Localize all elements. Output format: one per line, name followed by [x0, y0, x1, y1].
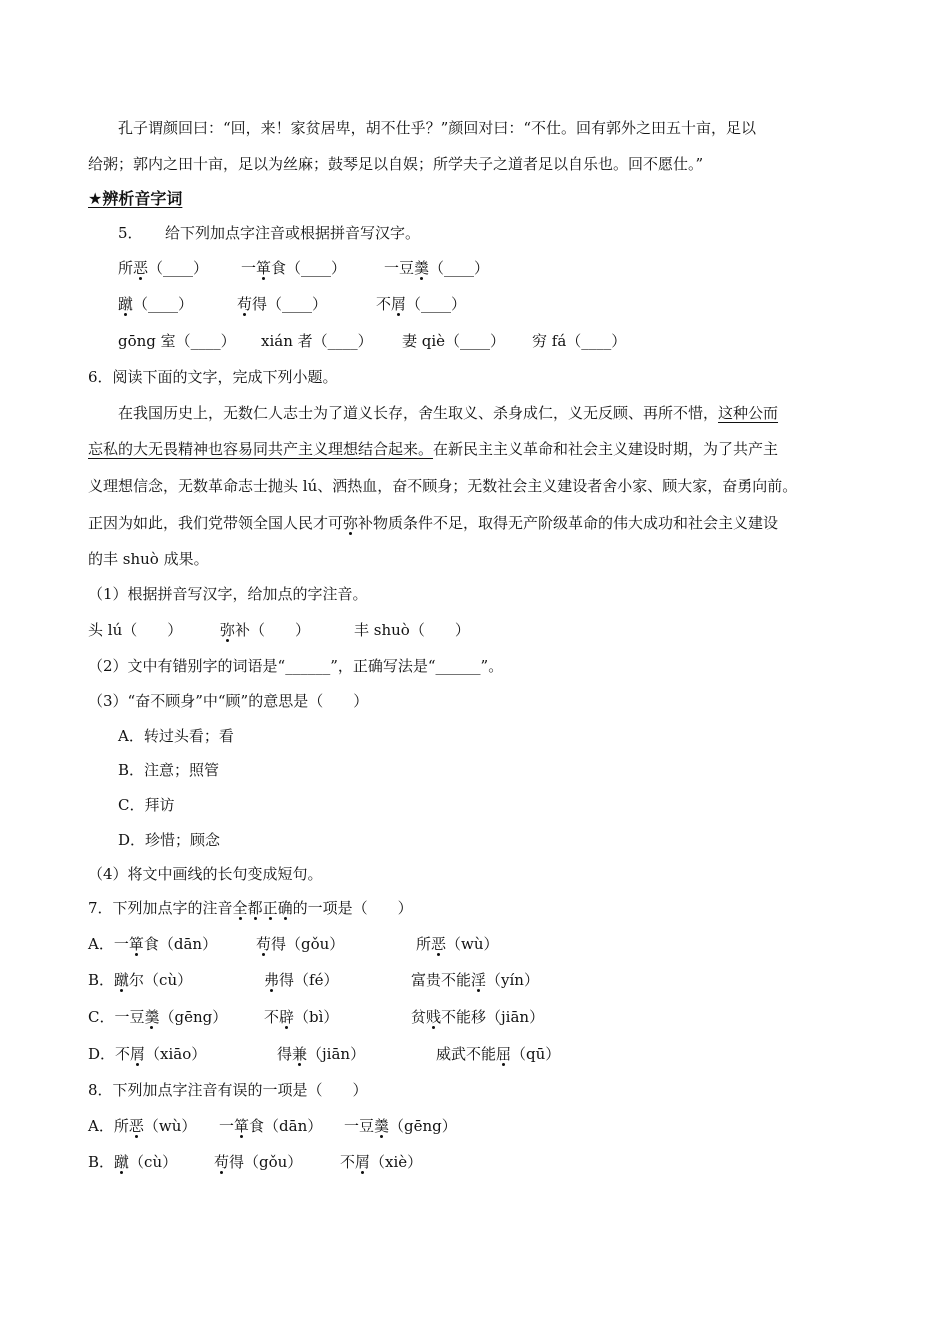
- q6-sub1-item2: 弥补（ ）: [220, 621, 311, 639]
- q7-option-c-2: 不辟（bì）: [264, 1008, 339, 1026]
- q7-option-b-2: 弗得（fé）: [264, 971, 339, 989]
- q7-option-b-1: B．蹴尔（cù）: [88, 971, 193, 989]
- q6-sub2: （2）文中有错别字的词语是“______”，正确写法是“______”。: [88, 657, 504, 675]
- q7-option-c-1: C．一豆羹（gēng）: [88, 1008, 228, 1026]
- q6-option-a: A．转过头看；看: [118, 727, 234, 745]
- q5-row3-item3: 妻 qiè（____）: [402, 332, 506, 350]
- q5-row2-item3: 不屑（____）: [376, 295, 467, 313]
- passage-line-1: 孔子谓颜回曰：“回，来！家贫居卑，胡不仕乎？”颜回对曰：“不仕。回有郭外之田五十亩，足以: [118, 119, 757, 137]
- q6-sub4: （4）将文中画线的长句变成短句。: [88, 865, 323, 883]
- q7-option-d-1: D．不屑（xiāo）: [88, 1045, 207, 1063]
- q7-stem: 7．下列加点字的注音全都正确的一项是（ ）: [88, 899, 413, 917]
- q5-row2-item2: 苟得（____）: [237, 295, 328, 313]
- q6-passage-line-2: 忘私的大无畏精神也容易同共产主义理想结合起来。在新民主主义革命和社会主义建设时期，为了共产主: [88, 440, 779, 458]
- q6-passage-line-3: 义理想信念，无数革命志士抛头 lú、洒热血，奋不顾身；无数社会主义建设者舍小家、顾大家，奋勇向前。: [88, 477, 798, 495]
- q6-passage-line-4: 正因为如此，我们党带领全国人民才可弥补物质条件不足，取得无产阶级革命的伟大成功和社会主义建设: [88, 514, 779, 532]
- q7-option-c-3: 贫贱不能移（jiān）: [411, 1008, 545, 1026]
- section-heading: ★辨析音字词: [88, 189, 183, 208]
- q5-row3-item1: gōng 室（____）: [118, 332, 236, 350]
- q5-row1-item2: 一箪食（____）: [241, 259, 347, 277]
- q7-option-a-3: 所恶（wù）: [416, 935, 499, 953]
- q8-option-a-2: 一箪食（dān）: [219, 1117, 323, 1135]
- q5-row3-item4: 穷 fá（____）: [532, 332, 627, 350]
- q6-underlined-sentence-start: 这种公而: [718, 404, 779, 422]
- q8-option-b-3: 不屑（xiè）: [340, 1153, 423, 1171]
- q5-stem: 5． 给下列加点字注音或根据拼音写汉字。: [118, 224, 421, 242]
- q6-option-b: B．注意；照管: [118, 761, 220, 779]
- q8-option-a-3: 一豆羹（gēng）: [344, 1117, 457, 1135]
- q5-row3-item2: xián 者（____）: [261, 332, 373, 350]
- q6-passage-line-5: 的丰 shuò 成果。: [88, 550, 209, 568]
- q7-option-a-2: 苟得（gǒu）: [256, 935, 345, 953]
- q6-stem: 6．阅读下面的文字，完成下列小题。: [88, 368, 338, 386]
- passage-line-2: 给粥；郭内之田十亩，足以为丝麻；鼓琴足以自娱；所学夫子之道者足以自乐也。回不愿仕。”: [88, 155, 704, 173]
- q6-sub3: （3）“奋不顾身”中“顾”的意思是（ ）: [88, 692, 369, 710]
- q7-option-a-1: A．一箪食（dān）: [88, 935, 218, 953]
- q7-option-d-3: 威武不能屈（qū）: [436, 1045, 561, 1063]
- q5-row1-item1: 所恶（____）: [118, 259, 209, 277]
- q5-row1-item3: 一豆羹（____）: [384, 259, 490, 277]
- q6-option-c: C．拜访: [118, 796, 175, 814]
- q6-underlined-sentence-end: 忘私的大无畏精神也容易同共产主义理想结合起来。: [88, 440, 434, 458]
- q6-passage-line-1: 在我国历史上，无数仁人志士为了道义长存，舍生取义、杀身成仁，义无反顾、再所不惜，这种公而: [118, 404, 779, 422]
- q6-option-d: D．珍惜；顾念: [118, 831, 221, 849]
- q6-sub1: （1）根据拼音写汉字，给加点的字注音。: [88, 585, 368, 603]
- q8-option-b-1: B．蹴（cù）: [88, 1153, 178, 1171]
- q8-option-a-1: A．所恶（wù）: [88, 1117, 197, 1135]
- q6-sub1-item1: 头 lú（ ）: [88, 621, 183, 639]
- q8-option-b-2: 苟得（gǒu）: [214, 1153, 303, 1171]
- q6-sub1-item3: 丰 shuò（ ）: [354, 621, 470, 639]
- q7-option-d-2: 得兼（jiān）: [277, 1045, 366, 1063]
- q7-option-b-3: 富贵不能淫（yín）: [411, 971, 539, 989]
- q8-stem: 8．下列加点字注音有误的一项是（ ）: [88, 1081, 368, 1099]
- q5-row2-item1: 蹴（____）: [118, 295, 194, 313]
